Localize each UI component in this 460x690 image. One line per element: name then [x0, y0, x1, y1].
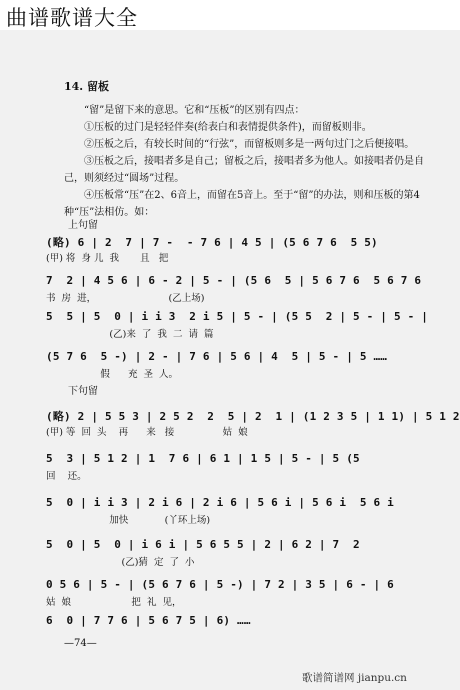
section-title: 14. 留板 — [64, 80, 109, 93]
site-title: 曲谱歌谱大全 — [6, 6, 138, 30]
site-watermark: 歌谱简谱网 jianpu.cn — [302, 672, 407, 684]
lyrics-row: (乙)猜 定 了 小 — [46, 557, 195, 568]
upper-sentence-label: 上句留 — [68, 220, 98, 231]
paragraph-point-3: ③压板之后，接唱者多是自己；留板之后，接唱者多为他人。如接唱者仍是自己，则须经过“圆场”过程。 — [64, 156, 424, 184]
lyrics-row: 加快 (丫环上场) — [46, 515, 211, 526]
paragraph-point-4: ④压板常“压”在2、6音上，而留在5音上。至于“留”的办法，则和压板的第4种“压”法相仿。如： — [64, 190, 420, 218]
paragraph-point-2: ②压板之后，有较长时间的“行弦”，而留板则多是一两句过门之后便接唱。 — [84, 139, 415, 150]
score-page — [0, 30, 460, 690]
lyrics-row: 书 房 进， (乙上场) — [46, 293, 205, 304]
notation-row: 5 5 | 5 0 | i i 3 2 i 5 | 5 - | (5 5 2 | 5 - | 5 - | — [46, 310, 429, 323]
lyrics-row: 姑 娘 把 礼 见， — [46, 597, 182, 608]
lyrics-row: (乙)来 了 我 二 请 篇 — [46, 329, 214, 340]
notation-row: (5 7 6 5 -) | 2 - | 7 6 | 5 6 | 4 5 | 5 - | 5 …… — [46, 350, 388, 363]
page-number: —74— — [64, 638, 97, 649]
notation-row: (略) 2 | 5 5 3 | 2 5 2 2 5 | 2 1 | (1 2 3 5 | 1 1) | 5 1 2 — [46, 410, 460, 423]
paragraph-point-1: ①压板的过门是轻轻伴奏(给表白和表情提供条件)，而留板则非。 — [84, 122, 372, 133]
notation-row: 6 0 | 7 7 6 | 5 6 7 5 | 6) …… — [46, 614, 251, 627]
notation-row: 7 2 | 4 5 6 | 6 - 2 | 5 - | (5 6 5 | 5 6 7 6 5 6 7 6 — [46, 274, 422, 287]
lyrics-row: 假 充 圣 人。 — [46, 369, 179, 380]
lyrics-row: 回 还。 — [46, 471, 87, 482]
notation-row: (略) 6 | 2 7 | 7 - - 7 6 | 4 5 | (5 6 7 6 5 5) — [46, 236, 378, 249]
lower-sentence-label: 下句留 — [68, 386, 98, 397]
notation-row: 5 0 | 5 0 | i 6 i | 5 6 5 5 | 2 | 6 2 | 7 2 — [46, 538, 360, 551]
notation-row: 0 5 6 | 5 - | (5 6 7 6 | 5 -) | 7 2 | 3 5 | 6 - | 6 — [46, 578, 394, 591]
paragraph-intro: “留”是留下来的意思。它和“压板”的区别有四点： — [84, 105, 305, 116]
notation-row: 5 0 | i i 3 | 2 i 6 | 2 i 6 | 5 6 i | 5 6 i 5 6 i — [46, 496, 394, 509]
lyrics-row: (甲) 等 回 头 再 来 接 姑 娘 — [46, 427, 248, 438]
lyrics-row: (甲) 将 身 儿 我 且 把 — [46, 253, 169, 264]
notation-row: 5 3 | 5 1 2 | 1 7 6 | 6 1 | 1 5 | 5 - | 5 (5 — [46, 452, 360, 465]
